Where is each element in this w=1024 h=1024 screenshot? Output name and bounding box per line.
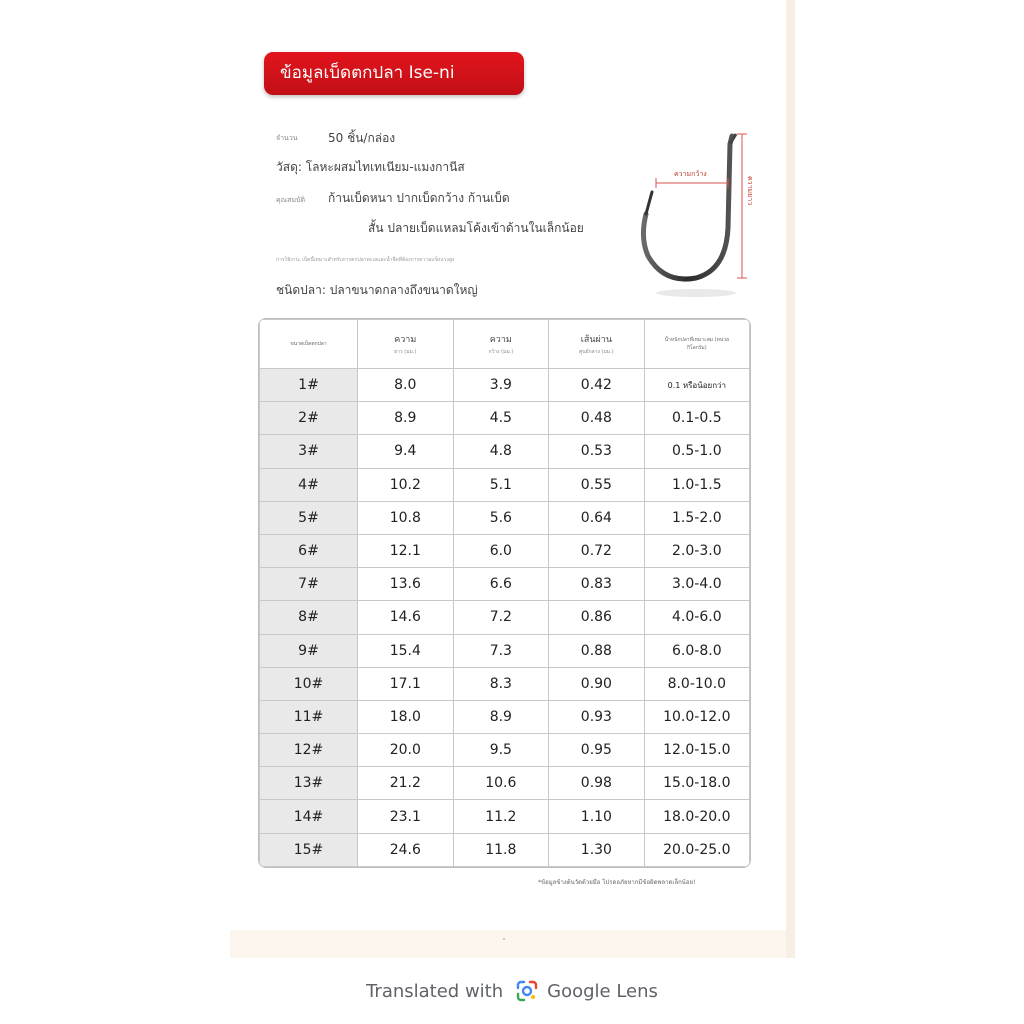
panel-edge [786,0,795,958]
cell-length: 8.0 [358,369,454,402]
header-fish-weight: น้ำหนักปลาที่เหมาะสม (หน่วย กิโลกรัม) [644,320,749,369]
cell-width: 3.9 [453,369,549,402]
cell-length: 12.1 [358,534,454,567]
table-row [260,700,750,733]
cell-width: 4.5 [453,402,549,435]
cell-diameter: 0.83 [549,568,645,601]
cell-size: 3# [260,435,358,468]
cell-size: 1# [260,369,358,402]
translated-with-text: Translated with [366,980,504,1002]
cell-size: 11# [260,700,358,733]
cell-diameter: 1.10 [549,800,645,833]
material-text: วัสดุ: โลหะผสมไทเทเนียม-แมงกานีส [276,160,465,174]
cell-diameter: 0.42 [549,369,645,402]
table-row [260,435,750,468]
cell-fish-weight: 8.0-10.0 [644,667,749,700]
cell-size: 12# [260,734,358,767]
table-row [260,369,750,402]
hook-point [646,192,652,214]
cell-length: 14.6 [358,601,454,634]
cell-diameter: 0.93 [549,700,645,733]
cell-width: 11.2 [453,800,549,833]
length-label: ความยาว [746,176,754,206]
cell-width: 10.6 [453,767,549,800]
cell-size: 8# [260,601,358,634]
cell-length: 23.1 [358,800,454,833]
cell-length: 20.0 [358,734,454,767]
cell-diameter: 0.98 [549,767,645,800]
features-line-1: ก้านเบ็ดหนา ปากเบ็ดกว้าง ก้านเบ็ด [328,191,510,205]
cell-width: 7.2 [453,601,549,634]
cell-diameter: 0.64 [549,501,645,534]
table-header-row [260,320,750,369]
cell-fish-weight: 20.0-25.0 [644,833,749,866]
cell-size: 14# [260,800,358,833]
cell-length: 21.2 [358,767,454,800]
cell-length: 10.8 [358,501,454,534]
cell-size: 10# [260,667,358,700]
hook-diagram [636,128,766,308]
cell-size: 9# [260,634,358,667]
table-row [260,468,750,501]
cell-width: 7.3 [453,634,549,667]
cell-diameter: 0.48 [549,402,645,435]
cell-width: 11.8 [453,833,549,866]
google-lens-text: Google Lens [547,980,658,1002]
cell-fish-weight: 10.0-12.0 [644,700,749,733]
features-label: คุณสมบัติ [276,196,306,204]
cell-length: 10.2 [358,468,454,501]
footnote: *ข้อมูลข้างต้นวัดด้วยมือ โปรดอภัยหากมีข้อผิดพลาดเล็กน้อย! [538,879,696,886]
header-size: ขนาดเบ็ดตกปลา [260,320,358,369]
cell-length: 8.9 [358,402,454,435]
page-dot [503,938,505,940]
table-row [260,501,750,534]
table-row [260,568,750,601]
cell-length: 13.6 [358,568,454,601]
cell-length: 9.4 [358,435,454,468]
cell-size: 13# [260,767,358,800]
cell-size: 5# [260,501,358,534]
cell-length: 18.0 [358,700,454,733]
table-row [260,833,750,866]
cell-fish-weight: 18.0-20.0 [644,800,749,833]
cell-width: 6.0 [453,534,549,567]
header-width: ความ กว้าง (มม.) [453,320,549,369]
table-row [260,667,750,700]
cell-width: 6.6 [453,568,549,601]
cell-size: 2# [260,402,358,435]
cell-width: 5.1 [453,468,549,501]
cell-fish-weight: 0.1 หรือน้อยกว่า [644,369,749,402]
cell-diameter: 1.30 [549,833,645,866]
usage-note: การใช้งาน: เบ็ดนี้เหมาะสำหรับการตกปลาทะเลและน้ำจืดที่ต้องการความแข็งแรงสูง [276,257,455,263]
cell-width: 4.8 [453,435,549,468]
cell-diameter: 0.72 [549,534,645,567]
cell-diameter: 0.90 [549,667,645,700]
specs-table [258,318,751,868]
cell-fish-weight: 0.5-1.0 [644,435,749,468]
cell-fish-weight: 6.0-8.0 [644,634,749,667]
quantity-value: 50 ชิ้น/กล่อง [328,131,396,145]
cell-fish-weight: 4.0-6.0 [644,601,749,634]
cell-diameter: 0.55 [549,468,645,501]
cell-size: 4# [260,468,358,501]
hook-shank [643,136,732,279]
cell-width: 5.6 [453,501,549,534]
header-length: ความ ยาว (มม.) [358,320,454,369]
cell-width: 8.3 [453,667,549,700]
cell-fish-weight: 12.0-15.0 [644,734,749,767]
cell-length: 24.6 [358,833,454,866]
table-row [260,601,750,634]
table-row [260,534,750,567]
table-row [260,402,750,435]
cell-diameter: 0.95 [549,734,645,767]
cell-diameter: 0.53 [549,435,645,468]
width-label: ความกว้าง [674,170,707,178]
cell-length: 17.1 [358,667,454,700]
cell-width: 8.9 [453,700,549,733]
cell-size: 6# [260,534,358,567]
header-diameter: เส้นผ่าน ศูนย์กลาง (มม.) [549,320,645,369]
cell-size: 7# [260,568,358,601]
cell-length: 15.4 [358,634,454,667]
quantity-label: จำนวน [276,134,298,142]
cell-fish-weight: 3.0-4.0 [644,568,749,601]
table-row [260,634,750,667]
fish-type-text: ชนิดปลา: ปลาขนาดกลางถึงขนาดใหญ่ [276,283,478,297]
cell-fish-weight: 1.5-2.0 [644,501,749,534]
cell-fish-weight: 0.1-0.5 [644,402,749,435]
cell-width: 9.5 [453,734,549,767]
cell-fish-weight: 15.0-18.0 [644,767,749,800]
title-banner: ข้อมูลเบ็ดตกปลา Ise-ni [264,52,524,95]
table-row [260,800,750,833]
features-line-2: สั้น ปลายเบ็ดแหลมโค้งเข้าด้านในเล็กน้อย [368,221,584,235]
google-lens-icon [515,979,539,1003]
cell-diameter: 0.86 [549,601,645,634]
cell-fish-weight: 2.0-3.0 [644,534,749,567]
table-row [260,734,750,767]
table-row [260,767,750,800]
cell-diameter: 0.88 [549,634,645,667]
cell-fish-weight: 1.0-1.5 [644,468,749,501]
cell-size: 15# [260,833,358,866]
google-lens-bar [0,958,1024,1024]
